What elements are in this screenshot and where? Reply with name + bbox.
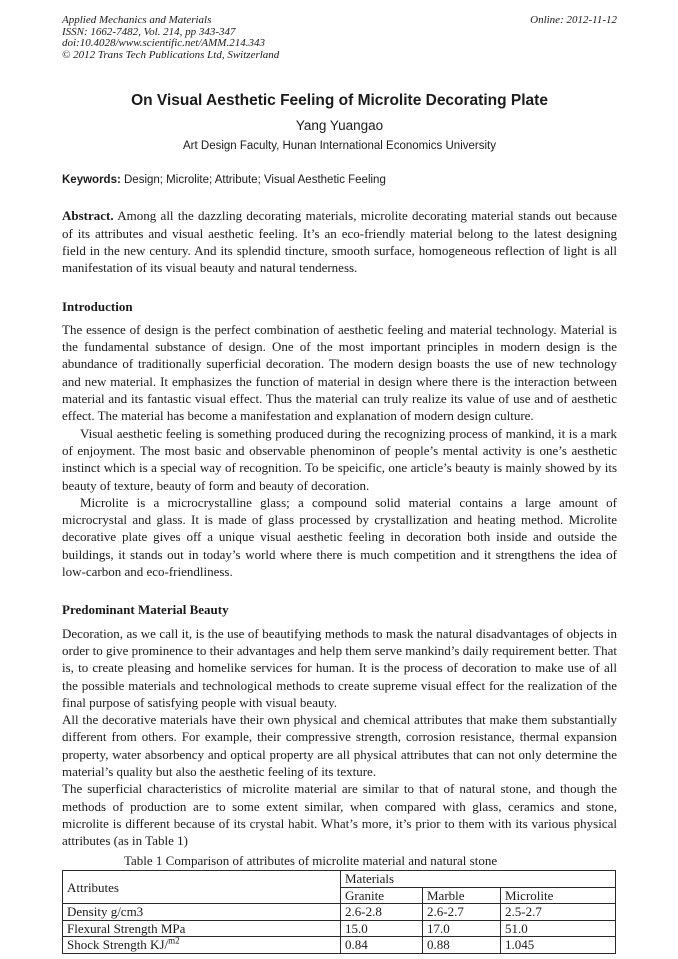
attribute-cell: Flexural Strength MPa: [63, 920, 341, 937]
journal-name: Applied Mechanics and Materials: [62, 14, 212, 26]
value-cell: 1.045: [501, 937, 616, 954]
abstract: [62, 207, 617, 276]
paragraph: Visual aesthetic feeling is something produced during the recognizing process of mankind, it is a mark of enjoyment. The most basic and observable phenominon of people’s mental activity is one’s aesthetic instinct which is a special way of recognition. To be speicific, one article’s beauty is mainly showed by its beauty of texture, beauty of form and beauty of decoration.: [62, 425, 617, 493]
doi-line: doi:10.4028/www.scientific.net/AMM.214.343: [62, 37, 265, 50]
keywords-text: Design; Microlite; Attribute; Visual Aesthetic Feeling: [120, 174, 386, 187]
attribute-cell: Density g/cm3: [63, 904, 341, 921]
issn-line: ISSN: 1662-7482, Vol. 214, pp 343-347: [62, 25, 236, 38]
paragraph: The essence of design is the perfect combination of aesthetic feeling and material technology. Material is the fundamental substance of design. One of the most important principles in modern design is the abundance of traditionally superficial decoration. The modern design boasts the use of new technology and new material. It emphasizes the function of material in design where there is the interaction between material and its fantastic visual effect. Thus the material can truly realize its value of use and of aesthetic effect. The material has become a manifestation and explanation of modern design culture.: [62, 321, 617, 424]
value-cell: 2.6-2.8: [341, 904, 423, 921]
author-name: Yang Yuangao: [295, 118, 384, 134]
copyright-line: © 2012 Trans Tech Publications Ltd, Switzerland: [62, 48, 280, 61]
value-cell: 51.0: [501, 920, 616, 937]
section-heading-predominant-material-beauty: Predominant Material Beauty: [62, 602, 229, 618]
table-header-materials: Materials: [341, 871, 616, 888]
journal-header: [62, 15, 617, 61]
paragraph: Decoration, as we call it, is the use of beautifying methods to mask the natural disadvantages of objects in order to give prominence to their advantages and help them serve mankind’s daily requirement better. That is, to create pleasing and homelike services for human. It is the process of decoration to make use of all the possible materials and technological methods to create supreme visual effect for the realization of the final purpose of satisfying people with visual beauty.: [62, 625, 617, 710]
keywords-line: [62, 173, 617, 187]
publication-info: [62, 15, 279, 61]
abstract-text: Among all the dazzling decorating materials, microlite decorating material stands out because of its attributes and visual aesthetic feeling. It’s an eco-friendly material belong to the latest designing field in the new century. And its splendid tincture, smooth surface, homogeneous reflection of light is all manifestation of its visual beauty and natural tenderness.: [62, 208, 617, 276]
table-row: [63, 937, 616, 954]
value-cell: 15.0: [341, 920, 423, 937]
attribute-cell: Shock Strength KJ/$^{m2}$: [63, 937, 341, 954]
value-cell: 2.5-2.7: [501, 904, 616, 921]
table-header-row-materials: [63, 871, 616, 888]
attributes-table: [62, 870, 616, 954]
table-header-attributes: Attributes: [63, 871, 341, 904]
paper-body: [62, 298, 617, 954]
value-cell: 2.6-2.7: [423, 904, 501, 921]
value-cell: 0.84: [341, 937, 423, 954]
paragraph: All the decorative materials have their own physical and chemical attributes that make them substantially different from others. For example, their compressive strength, corrosion resistance, thermal expansion property, water absorbency and optical property are all physical attributes that can not only determine the material’s quality but also the aesthetic feeling of its texture.: [62, 712, 617, 779]
value-cell: 0.88: [423, 937, 501, 954]
table-caption: Table 1 Comparison of attributes of microlite material and natural stone: [124, 853, 498, 869]
paper-title: On Visual Aesthetic Feeling of Microlite Decorating Plate: [131, 92, 548, 110]
paragraph: The superficial characteristics of microlite material are similar to that of natural stone, and though the methods of production are to some extent similar, when compared with glass, ceramics and stone, microlite is different because of its crystal habit. What’s more, it’s prior to them with its various physical attributes (as in Table 1): [62, 781, 617, 849]
keywords-label: Keywords:: [62, 174, 121, 187]
column-header-marble: Marble: [423, 887, 501, 904]
online-date: Online: 2012-11-12: [530, 14, 617, 26]
table-row: [63, 920, 616, 937]
section-heading-introduction: Introduction: [62, 298, 133, 314]
paragraph: Microlite is a microcrystalline glass; a compound solid material contains a large amount of microcrystal and glass. It is made of glass processed by crystallization and heating method. Microlite decorative plate gives off a unique visual aesthetic feeling in decoration both inside and outside the buildings, it stands out in today’s world where there is much competition and it strengthens the idea of low-carbon and eco-friendliness.: [62, 494, 617, 580]
table-row: [63, 904, 616, 921]
abstract-label: Abstract.: [62, 208, 114, 224]
affiliation: Art Design Faculty, Hunan International Economics University: [183, 140, 496, 153]
column-header-granite: Granite: [341, 887, 423, 904]
column-header-microlite: Microlite: [501, 887, 616, 904]
attribute-superscript: m2: [168, 936, 180, 947]
value-cell: 17.0: [423, 920, 501, 937]
